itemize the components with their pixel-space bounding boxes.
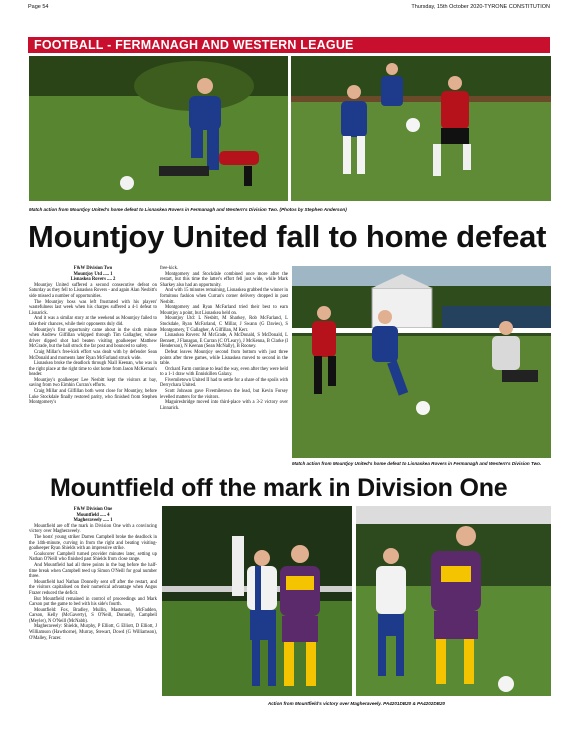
paragraph: free-kick. (160, 266, 179, 271)
paragraph: Mountjoy United suffered a second consecutive defeat on Saturday as they fell to Lisnaskea Rovers - and again Alan Nesbitt's side missed a number of opportunities. (29, 282, 157, 299)
photo-top-left (29, 56, 288, 201)
paragraph: And it was a similar story at the weekend as Mountjoy failed to take their chances, while their opponents duly did. (29, 316, 157, 327)
section-banner: FOOTBALL - FERMANAGH AND WESTERN LEAGUE (28, 37, 550, 53)
paragraph: Defeat leaves Mountjoy second from bottom with just three points after three games, while Lisnaskea moved to second in the table. (160, 349, 288, 367)
article2-headline: Mountfield off the mark in Division One (50, 474, 508, 502)
top-photo-caption: Match action from Mountjoy United's home defeat to Lisnaskea Rovers in Fermanagh and Western's Division Two. (Photos by Stephen Anderson) (29, 207, 347, 212)
paragraph: But Mountfield remained in control of proceedings and Mark Carson put the game to bed with his side's fourth. (29, 596, 157, 608)
article1-score-home: Mountjoy Utd ..... 1 (73, 271, 113, 277)
paragraph: Craig Millar and Gilfillan both went close for Mountjoy, before Luke Stockdale finally restored parity, who finished from Stephen Montgomery's (29, 389, 157, 406)
paragraph: Mountfield had Nathan Donnelly sent off after the restart, and the visitors capitalised on their numerical advantage when Angus Frazer reduced the deficit. (29, 579, 157, 596)
photo-middle (292, 266, 551, 458)
paragraph: Orchard Farm continue to lead the way, even after they were held to a 1-1 draw with Enniskillen Galaxy. (160, 366, 288, 378)
paragraph: Lisnaskea broke the deadlock through Niall Keenan, who was in the right place at the right time to slot home from Jason McKernan's header. (29, 361, 157, 378)
paragraph: The hosts' young striker Darren Campbell broke the deadlock in the 14th-minute, curving in from the right and beating visiting-goalkeeper Ryan Shields with an impressive strike. (29, 534, 157, 552)
paragraph: Mountjoy's goalkeeper Lee Nesbitt kept the visitors at bay, saving from two Eimhin Curran's efforts. (29, 377, 157, 389)
paragraph: Fivemiletown United II had to settle for a share of the spoils with Derrychara United. (160, 377, 288, 389)
paragraph: Goalscorer Campbell turned provider minutes later, setting up Nathan O'Neill who finished past Shields from close range. (29, 551, 157, 563)
paragraph: The Mountjoy boss was left frustrated with his players' wastefulness last week when his charges suffered a 4-1 defeat to Lisnarick. (29, 299, 157, 316)
page-number: Page 54 (28, 4, 49, 10)
article1-headline: Mountjoy United fall to home defeat (28, 219, 547, 254)
article2-section: F&W Division One (73, 507, 113, 512)
paragraph: And with 15 minutes remaining, Lisnaskea grabbed the winner in fortuitous fashion when Curran's corner delivery dropped in past Nesbitt. (160, 288, 288, 305)
photo-bottom-right (356, 506, 551, 696)
paragraph: Maguiresbridge moved into third-place with a 3-2 victory over Linnarick. (160, 400, 288, 411)
paragraph: Montgomery and Stockdale combined once more after the restart, but this time the latter's effort fell just wide, while Mark Sharkey also had an opportunity. (160, 271, 288, 288)
paragraph: Mountjoy's first opportunity came about in the sixth minute when Andrew Gilfillan whipped through Tim Gallagher, whose driver dipped shot had beaten visiting goalkeeper Matthew McGrade, but the ball struck the far post and bounced to safety. (29, 327, 157, 350)
article2-column (29, 507, 157, 641)
paragraph: Lisnaskea Rovers: M McGrade, A McDonald, S McDonald, L Bennett, J Flanagan, E Curran (C O'Leary), J McKenna, B Clarke (I Henderson), N Keenan (Sean McNally), B Rooney. (160, 333, 288, 350)
paragraph: Magheraveely: Shields, Murphy, P Elliott, G Elliott, D Elliott, J Williamson (Hawthorne), Murray, Stewart, Dowd (G Williamson), O'Malley, Frazer. (29, 624, 157, 641)
paragraph: Craig Millar's free-kick effort was dealt with by defender Sean McDonald and moments later Ryan McFarland struck wide. (29, 349, 157, 361)
photo-bottom-left (162, 506, 352, 696)
paragraph: Mountfield: Fox, Bradley, Mullin, Masterson, McFadden, Carson, Kelly (McGaverty), S O'Neill, Donnelly, Campbell (Meyler), N O'Neill (McNabb). (29, 607, 157, 624)
article1-score-away: Lisnaskea Rovers .... 2 (70, 277, 116, 283)
article1-column-2 (160, 266, 288, 411)
paragraph: And Mountfield had all three points in the bag before the half-time break when Campbell teed up Simon O'Neill for goal number three. (29, 562, 157, 580)
bottom-photo-caption: Action from Mountfield's victory over Magheraveely. PA4201DB20 & PA4202DB20 (267, 701, 446, 706)
paragraph: Scott Johnson gave Fivemiletown the lead, but Kevin Forsey levelled matters for the visitors. (160, 389, 288, 400)
paragraph: Montgomery and Ryan McFarland tried their best to earn Mountjoy a point, but Lisnaskea held on. (160, 305, 288, 316)
article2-score-away: Magheraveely ..... 1 (73, 518, 113, 524)
paragraph: Mountfield are off the mark in Division One with a convincing victory over Magheraveely. (29, 523, 157, 535)
article2-score-home: Mountfield ..... 4 (76, 512, 110, 518)
article1-section: F&W Division Two (73, 266, 113, 271)
article1-column-1 (29, 266, 157, 406)
paragraph: Mountjoy Utd: L Nesbitt, M Sharkey, Rob McFarland, L Stockdale, Ryan McFarland, C Millar, J Swann (G Davies), S Montgomery, T Gallagher, A Gilfillan, M Kerr. (160, 316, 288, 333)
issue-date: Thursday, 15th October 2020-TYRONE CONSTITUTION (411, 4, 550, 10)
middle-photo-caption: Match action from Mountjoy United's home defeat to Lisnaskea Rovers in Fermanagh and Western's Division Two. (292, 461, 542, 466)
photo-top-right (291, 56, 551, 201)
